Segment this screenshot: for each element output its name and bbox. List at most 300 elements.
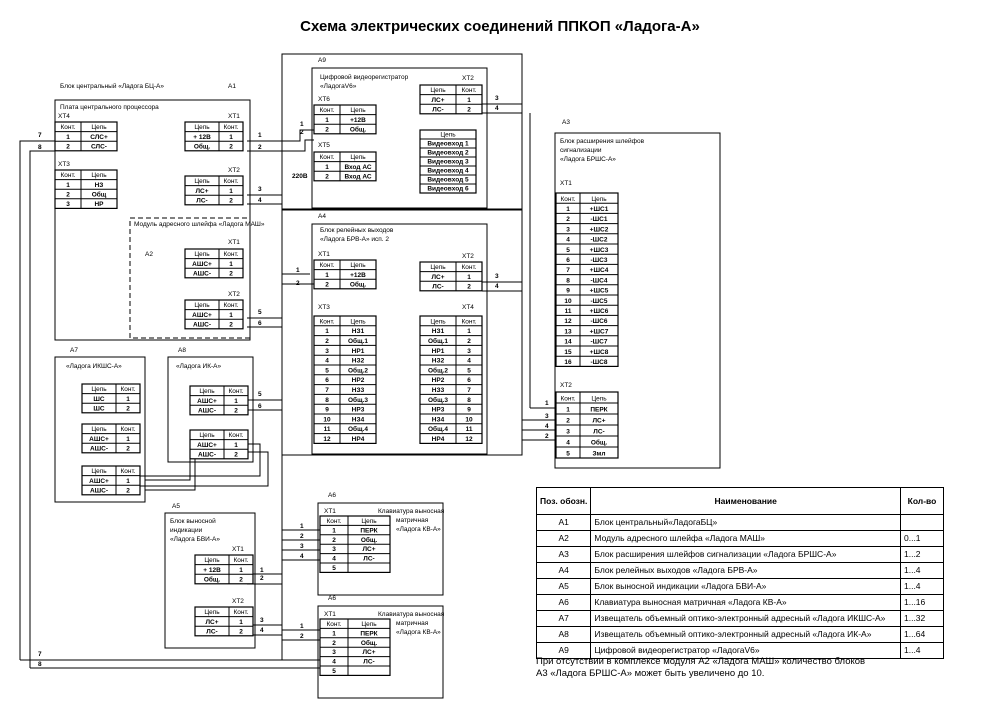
table-cell: -ШС5: [590, 297, 608, 305]
a9-xt2-table: [420, 85, 482, 114]
table-cell: 3: [332, 546, 336, 554]
table-cell: 7: [566, 267, 570, 275]
legend-pos: А5: [537, 579, 591, 595]
block-a7-pos: А7: [70, 347, 78, 354]
table-cell: НР4: [351, 436, 365, 443]
table-cell: Змл: [592, 450, 606, 458]
table-cell: Общ.: [349, 281, 367, 289]
table-cell: -ШС4: [590, 277, 608, 285]
table-cell: ЛС-: [593, 428, 605, 436]
a1-xt4-label: ХТ4: [58, 113, 70, 120]
table-cell: ЛС-: [196, 197, 208, 205]
a1-xt1-label: ХТ1: [228, 113, 240, 120]
table-header: Цепь: [350, 318, 366, 326]
table-cell: + 12В: [203, 566, 221, 574]
table-cell: Общ.: [590, 439, 608, 447]
table-cell: 4: [332, 658, 336, 666]
table-cell: -ШС6: [590, 318, 608, 326]
table-cell: Общ.4: [348, 426, 368, 434]
table-cell: 2: [566, 216, 570, 224]
table-cell: 2: [234, 407, 238, 415]
a1-xt2-table: [185, 176, 243, 205]
table-cell: Вход АС: [344, 163, 372, 171]
wire-pwr-a9-2: [282, 140, 314, 151]
wire-number: 1: [296, 267, 300, 274]
wire-number: 3: [545, 413, 549, 420]
wire-number: 8: [38, 661, 42, 668]
a8-table-2: [190, 430, 248, 459]
table-cell: АШС+: [89, 477, 109, 485]
table-cell: 1: [229, 133, 233, 141]
a6-xt1-label-1: ХТ1: [324, 508, 336, 515]
a4-xt1-table: [314, 260, 376, 289]
table-header: Цепь: [591, 195, 607, 203]
legend-name: Извещатель объемный оптико-электронный адресный «Ладога ИК-А»: [591, 627, 901, 643]
table-cell: ЛС+: [205, 618, 219, 626]
legend-qty: 1...2: [901, 547, 944, 563]
table-cell: +ШС8: [589, 348, 609, 356]
table-header: Конт.: [233, 609, 249, 617]
table-cell: ЛС-: [432, 283, 444, 291]
table-header: Конт.: [228, 388, 244, 396]
table-header: Цепь: [350, 107, 366, 115]
table-header: Конт.: [560, 395, 576, 403]
legend-name: Блок расширения шлейфов сигнализации «Ладога БРШС-А»: [591, 547, 901, 563]
table-cell: +ШС5: [589, 287, 609, 295]
legend-pos: А8: [537, 627, 591, 643]
block-a6-name-3-1: «Ладога КВ-А»: [396, 526, 441, 533]
table-cell: АШС+: [192, 260, 212, 268]
table-cell: АШС-: [197, 451, 217, 459]
table-cell: 1: [126, 395, 130, 403]
table-cell: 2: [66, 191, 70, 199]
legend-name: Блок релейных выходов «Ладога БРВ-А»: [591, 563, 901, 579]
table-cell: 2: [239, 628, 243, 636]
table-cell: 10: [323, 416, 331, 424]
table-cell: Общ.3: [348, 396, 368, 404]
table-header: Конт.: [319, 262, 335, 270]
table-cell: Общ.: [360, 536, 378, 544]
table-cell: 1: [229, 311, 233, 319]
wire-number: 3: [300, 543, 304, 550]
a3-xt1-label: ХТ1: [560, 180, 572, 187]
table-header: Цепь: [199, 388, 215, 396]
table-cell: 2: [566, 417, 570, 425]
table-cell: НЗ1: [431, 328, 445, 336]
table-cell: 10: [465, 416, 473, 424]
table-cell: Общ.: [203, 576, 221, 584]
a1-xt4-table: [55, 122, 117, 151]
table-cell: Общ.3: [428, 396, 448, 404]
legend-pos: А6: [537, 595, 591, 611]
table-cell: Видеовход 2: [427, 149, 469, 157]
table-cell: ЛС-: [363, 555, 375, 563]
block-a6-pos-1: А6: [328, 492, 336, 499]
a1-xt2-label: ХТ2: [228, 167, 240, 174]
legend-row: [537, 611, 944, 627]
wire-number: 4: [300, 553, 304, 560]
table-cell: АШС+: [89, 435, 109, 443]
a5-xt1-table: [195, 555, 253, 584]
table-cell: Общ.2: [348, 367, 368, 375]
wire-number: 1: [545, 400, 549, 407]
table-cell: ЛС+: [195, 187, 209, 195]
table-cell: 5: [325, 367, 329, 375]
table-cell: 12: [564, 318, 572, 326]
table-header: Цепь: [350, 262, 366, 270]
table-cell: 7: [325, 387, 329, 394]
block-a6-name-2-2: матричная: [396, 620, 429, 627]
table-cell: ЛС+: [431, 273, 445, 281]
block-a6-name-1-2: Клавиатура выносная: [378, 611, 445, 618]
legend-name: Модуль адресного шлейфа «Ладога МАШ»: [591, 531, 901, 547]
legend-name: Блок выносной индикации «Ладога БВИ-А»: [591, 579, 901, 595]
legend-pos: А7: [537, 611, 591, 627]
a5-xt2-label: ХТ2: [232, 598, 244, 605]
table-cell: Общ.: [349, 126, 367, 134]
legend-name: Блок центральный«ЛадогаБЦ»: [591, 515, 901, 531]
table-header: Цепь: [91, 426, 107, 434]
table-header: Конт.: [461, 87, 477, 95]
a4-xt4-table: [420, 316, 482, 443]
table-cell: +12В: [350, 271, 366, 279]
table-cell: +12В: [350, 116, 366, 124]
table-cell: 2: [467, 283, 471, 291]
legend-qty: 1...16: [901, 595, 944, 611]
table-cell: Общ.: [193, 143, 211, 151]
table-cell: 3: [566, 226, 570, 234]
table-header: Конт.: [461, 264, 477, 272]
table-cell: 1: [126, 477, 130, 485]
wire-number: 3: [495, 95, 499, 102]
table-cell: 5: [332, 565, 336, 572]
wire-number: 7: [38, 651, 42, 658]
table-cell: 1: [239, 566, 243, 574]
table-cell: 1: [229, 187, 233, 195]
table-header: Цепь: [430, 264, 446, 272]
legend-row: [537, 531, 944, 547]
table-cell: 1: [239, 618, 243, 626]
a4-xt4-label: ХТ4: [462, 304, 474, 311]
a4-xt3-label: ХТ3: [318, 304, 330, 311]
table-cell: 8: [467, 396, 471, 404]
diagram-title: Схема электрических соединений ППКОП «Ладога-А»: [300, 18, 700, 35]
wire-number: 2: [258, 144, 262, 151]
wire-sls-7: [20, 141, 55, 660]
a9-video-table: [420, 130, 476, 193]
a2-xt1-table: [185, 249, 243, 278]
a6-xt1-table-2: [320, 619, 390, 675]
a4-xt3-table: [314, 316, 376, 443]
table-cell: 3: [467, 347, 471, 355]
a7-table-2: [82, 424, 140, 453]
block-a3-pos: А3: [562, 119, 570, 126]
table-cell: 11: [323, 426, 331, 434]
table-cell: 7: [467, 387, 471, 394]
wire-number: 1: [300, 523, 304, 530]
table-cell: 2: [332, 639, 336, 647]
table-header: Конт.: [223, 124, 239, 132]
table-cell: 2: [229, 321, 233, 329]
table-cell: ПЕРК: [590, 406, 608, 414]
a3-xt2-table: [556, 392, 618, 458]
wire-number: 8: [38, 144, 42, 151]
legend-qty: 1...4: [901, 563, 944, 579]
wire-number: 2: [300, 633, 304, 640]
legend-pos: А4: [537, 563, 591, 579]
table-cell: Общ.: [360, 639, 378, 647]
table-cell: 9: [325, 406, 329, 414]
table-header: Цепь: [194, 124, 210, 132]
table-cell: 2: [229, 143, 233, 151]
table-cell: 13: [564, 328, 572, 336]
table-cell: 4: [566, 236, 570, 244]
table-cell: 1: [325, 328, 329, 336]
table-cell: АШС-: [192, 321, 212, 329]
a3-xt2-label: ХТ2: [560, 382, 572, 389]
table-cell: Видеовход 6: [427, 185, 469, 193]
table-cell: Общ.1: [348, 338, 368, 345]
legend-row: [537, 595, 944, 611]
table-header: Конт.: [461, 318, 477, 326]
table-cell: СЛС+: [90, 133, 108, 141]
table-cell: 3: [66, 201, 70, 208]
table-cell: 2: [239, 576, 243, 584]
wire-number: 2: [260, 575, 264, 582]
a2-xt1-label: ХТ1: [228, 239, 240, 246]
table-cell: 2: [332, 536, 336, 544]
legend-col-pos: Поз. обозн.: [537, 488, 591, 515]
table-cell: Общ.4: [428, 426, 448, 434]
footnote-line-2: А3 «Ладога БРШС-А» может быть увеличено до 10.: [536, 668, 765, 679]
table-cell: ЛС+: [592, 417, 606, 425]
wire-number: 1: [260, 567, 264, 574]
table-header: Цепь: [440, 131, 456, 139]
block-a5-pos: А5: [172, 503, 180, 510]
table-cell: ПЕРК: [360, 630, 378, 638]
table-header: Цепь: [361, 621, 377, 628]
legend-qty: 1...64: [901, 627, 944, 643]
a6-xt1-label-2: ХТ1: [324, 611, 336, 618]
wire-number: 3: [495, 273, 499, 280]
a8-table-1: [190, 386, 248, 415]
table-header: Конт.: [319, 154, 335, 162]
block-a4-pos: А4: [318, 213, 326, 220]
table-cell: Видеовход 1: [427, 140, 469, 148]
wire-number: 2: [300, 533, 304, 540]
table-header: Цепь: [194, 251, 210, 259]
block-a6-name-3-2: «Ладога КВ-А»: [396, 629, 441, 636]
table-cell: -ШС1: [590, 216, 608, 224]
table-cell: -ШС2: [590, 236, 608, 244]
table-cell: 1: [467, 328, 471, 336]
block-a9-name-2: «ЛадогаV6»: [320, 83, 357, 90]
table-header: Цепь: [91, 386, 107, 394]
block-a9-name-1: Цифровой видеорегистратор: [320, 74, 409, 81]
layer-tables: [55, 85, 618, 675]
table-header: Цепь: [194, 302, 210, 310]
block-a8-pos: А8: [178, 347, 186, 354]
table-cell: 4: [332, 555, 336, 563]
table-cell: ШС: [93, 405, 105, 413]
table-header: Цепь: [91, 468, 107, 476]
wire-number: 4: [495, 283, 499, 290]
table-cell: НР: [94, 201, 104, 208]
table-cell: 8: [566, 277, 570, 285]
a4-xt2-label: ХТ2: [462, 253, 474, 260]
table-cell: 1: [234, 397, 238, 405]
wire-number: 7: [38, 132, 42, 139]
wire-number: 5: [258, 391, 262, 398]
table-cell: + 12В: [193, 133, 211, 141]
table-cell: НЗ4: [351, 416, 365, 424]
table-cell: 1: [126, 435, 130, 443]
table-header: Конт.: [60, 172, 76, 180]
table-header: Конт.: [233, 557, 249, 565]
table-cell: Видеовход 3: [427, 158, 469, 166]
table-header: Цепь: [204, 557, 220, 565]
table-cell: ПЕРК: [360, 527, 378, 535]
table-cell: 3: [332, 649, 336, 657]
table-cell: Общ: [91, 191, 107, 199]
a4-xt2-table: [420, 262, 482, 291]
table-cell: 1: [467, 273, 471, 281]
block-a3-name-1: Блок расширения шлейфов: [560, 138, 645, 145]
a9-xt5-table: [314, 152, 376, 181]
footnote-line-1: При отсутствии в комплексе модуля А2 «Ладога МАШ» количество блоков: [536, 656, 866, 667]
table-cell: Общ.1: [428, 338, 448, 345]
wire-number: 2: [545, 433, 549, 440]
table-cell: 11: [564, 308, 572, 315]
table-header: Конт.: [223, 302, 239, 310]
block-a5-name-1: Блок выносной: [170, 518, 216, 525]
table-header: Цепь: [91, 124, 107, 132]
table-cell: НР2: [351, 377, 365, 385]
table-header: Цепь: [204, 609, 220, 617]
wire-number: 6: [258, 320, 262, 327]
block-a8-name: «Ладога ИК-А»: [176, 363, 222, 370]
table-cell: 4: [467, 357, 471, 365]
block-a9-pos: А9: [318, 57, 326, 64]
legend-col-qty: Кол-во: [901, 488, 944, 515]
table-cell: 12: [465, 436, 473, 443]
table-header: Конт.: [228, 432, 244, 440]
table-header: Конт.: [60, 124, 76, 132]
block-a1-board-label: Плата центрального процессора: [60, 104, 159, 111]
table-header: Цепь: [430, 318, 446, 326]
table-cell: АШС+: [197, 397, 217, 405]
table-cell: АШС+: [192, 311, 212, 319]
table-cell: 11: [465, 426, 473, 434]
a1-xt1-table: [185, 122, 243, 151]
table-header: Цепь: [350, 154, 366, 162]
wire-number: 6: [258, 403, 262, 410]
table-cell: СЛС-: [91, 143, 107, 151]
wire-number: 4: [545, 423, 549, 430]
wire-number: 5: [258, 309, 262, 316]
table-cell: 6: [325, 377, 329, 385]
legend-col-name: Наименование: [591, 488, 901, 515]
a9-xt6-label: ХТ6: [318, 96, 330, 103]
wire-number: 1: [300, 623, 304, 630]
table-cell: 1: [325, 271, 329, 279]
table-cell: -ШС7: [590, 338, 608, 346]
legend-qty: 1...32: [901, 611, 944, 627]
legend-name: Цифровой видеорегистратор «ЛадогаV6»: [591, 643, 901, 659]
table-cell: 4: [566, 439, 570, 447]
table-cell: 2: [126, 487, 130, 495]
table-header: Конт.: [560, 195, 576, 203]
wire-number: 3: [258, 186, 262, 193]
legend-pos: А9: [537, 643, 591, 659]
table-cell: 1: [332, 527, 336, 535]
block-a6-name-2-1: матричная: [396, 517, 429, 524]
table-cell: 1: [325, 163, 329, 171]
table-cell: 2: [229, 197, 233, 205]
block-a4-name-2: «Ладога БРВ-А» исп. 2: [320, 236, 390, 243]
a5-xt2-table: [195, 607, 253, 636]
table-header: Цепь: [591, 395, 607, 403]
table-cell: 2: [325, 173, 329, 181]
block-a3-name-2: сигнализации: [560, 147, 602, 154]
table-cell: 9: [566, 287, 570, 295]
table-cell: НР1: [431, 347, 445, 355]
wire-sls-8: [30, 151, 55, 668]
table-header: Конт.: [120, 426, 136, 434]
table-header: Конт.: [319, 107, 335, 115]
a7-table-3: [82, 466, 140, 495]
table-cell: 2: [325, 126, 329, 134]
table-cell: Видеовход 5: [427, 176, 469, 184]
table-cell: -ШС8: [590, 359, 608, 366]
table-cell: ЛС-: [363, 658, 375, 666]
table-header: Конт.: [319, 318, 335, 326]
a9-xt2-label: ХТ2: [462, 75, 474, 82]
table-header: Конт.: [120, 386, 136, 394]
table-cell: НЗ2: [351, 357, 365, 365]
legend-row: [537, 579, 944, 595]
table-cell: 12: [323, 436, 331, 443]
table-cell: 5: [566, 246, 570, 254]
a1-xt3-label: ХТ3: [58, 161, 70, 168]
table-cell: +ШС7: [589, 328, 609, 336]
legend-pos: А1: [537, 515, 591, 531]
block-a5-name-2: индикации: [170, 527, 203, 534]
table-cell: НЗ3: [351, 387, 365, 394]
a5-xt1-label: ХТ1: [232, 546, 244, 553]
block-a1-pos: А1: [228, 83, 236, 90]
a2-xt2-table: [185, 300, 243, 329]
block-a7-name: «Ладога ИКШС-А»: [66, 363, 122, 370]
table-cell: 2: [229, 270, 233, 278]
wire-number: 1: [258, 132, 262, 139]
table-cell: 1: [229, 260, 233, 268]
wire-number: 4: [258, 197, 262, 204]
table-cell: АШС-: [192, 270, 212, 278]
table-cell: -ШС3: [590, 257, 608, 264]
wire-number: 2: [296, 280, 300, 287]
legend-table: [536, 487, 944, 659]
table-cell: 3: [566, 428, 570, 436]
block-a5-name-3: «Ладога БВИ-А»: [170, 536, 220, 543]
table-header: Цепь: [199, 432, 215, 440]
table-cell: НР1: [351, 347, 365, 355]
table-header: Конт.: [120, 468, 136, 476]
wire-number: 3: [260, 617, 264, 624]
block-a2-name: Модуль адресного шлейфа «Ладога МАШ»: [134, 221, 265, 228]
table-cell: 2: [325, 338, 329, 345]
table-cell: 2: [325, 281, 329, 289]
